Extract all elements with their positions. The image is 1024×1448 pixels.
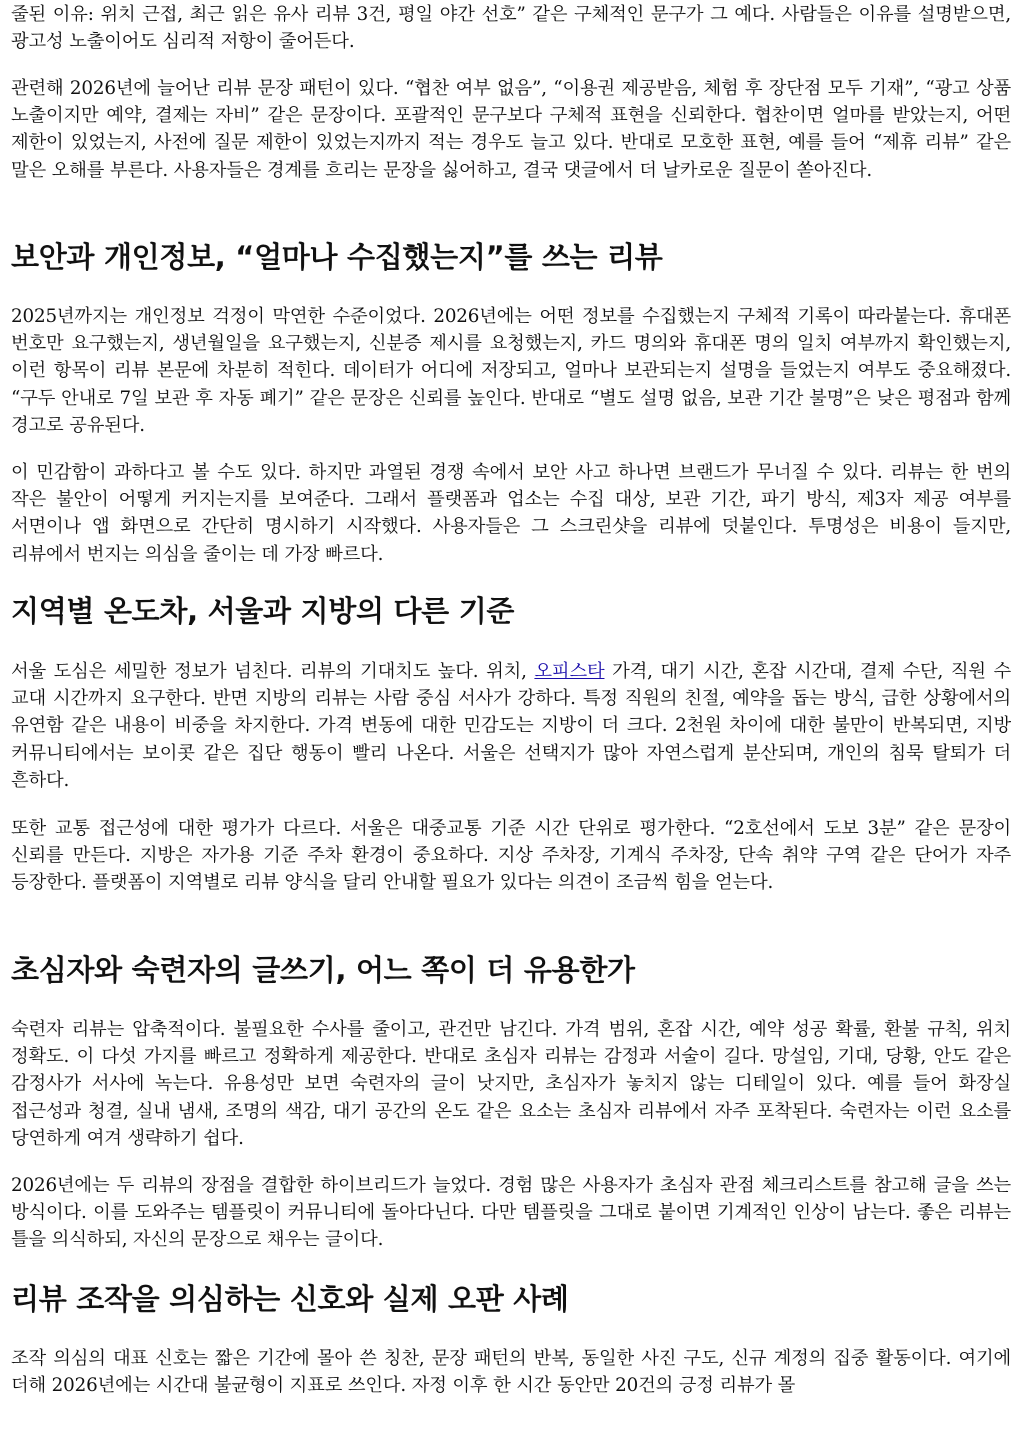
paragraph: 2026년에는 두 리뷰의 장점을 결합한 하이브리드가 늘었다. 경험 많은 사용자가 초심자 관점 체크리스트를 참고해 글을 쓰는 방식이다. 이를 도와주는 템플릿이 커뮤니티에 돌아다닌다. 다만 템플릿을 그대로 붙이면 기계적인 인상이 남는다. 좋은 리뷰는 틀을 의식하되, 자신의 문장으로 채우는 글이다. <box>11 1175 1011 1251</box>
section-heading-privacy: 보안과 개인정보, “얼마나 수집했는지”를 쓰는 리뷰 <box>11 240 663 274</box>
section-heading-manipulation: 리뷰 조작을 의심하는 신호와 실제 오판 사례 <box>11 1282 569 1316</box>
paragraph: 또한 교통 접근성에 대한 평가가 다르다. 서울은 대중교통 기준 시간 단위로 평가한다. “2호선에서 도보 3분” 같은 문장이 신뢰를 만든다. 지방은 자가용 기준 주차 환경이 중요하다. 지상 주차장, 기계식 주차장, 단속 취약 구역 같은 단어가 자주 등장한다. 플랫폼이 지역별로 리뷰 양식을 달리 안내할 필요가 있다는 의견이 조금씩 힘을 얻는다. <box>11 818 1011 894</box>
paragraph <box>11 658 1011 794</box>
paragraph: 이 민감함이 과하다고 볼 수도 있다. 하지만 과열된 경쟁 속에서 보안 사고 하나면 브랜드가 무너질 수 있다. 리뷰는 한 번의 작은 불안이 어떻게 커지는지를 보여준다. 그래서 플랫폼과 업소는 수집 대상, 보관 기간, 파기 방식, 제3자 제공 여부를 서면이나 앱 화면으로 간단히 명시하기 시작했다. 사용자들은 그 스크린샷을 리뷰에 덧붙인다. 투명성은 비용이 들지만, 리뷰에서 번지는 의심을 줄이는 데 가장 빠르다. <box>11 462 1011 565</box>
paragraph-text: 서울 도심은 세밀한 정보가 넘친다. 리뷰의 기대치도 높다. 위치, <box>11 661 535 682</box>
section-heading-writing: 초심자와 숙련자의 글쓰기, 어느 쪽이 더 유용한가 <box>11 953 635 987</box>
opista-link[interactable]: 오피스타 <box>534 661 605 682</box>
section-heading-regional: 지역별 온도차, 서울과 지방의 다른 기준 <box>11 594 515 628</box>
paragraph: 2025년까지는 개인정보 걱정이 막연한 수준이었다. 2026년에는 어떤 정보를 수집했는지 구체적 기록이 따라붙는다. 휴대폰 번호만 요구했는지, 생년월일을 요구했는지, 신분증 제시를 요청했는지, 카드 명의와 휴대폰 명의 일치 여부까지 확인했는지, 이런 항목이 리뷰 본문에 차분히 적힌다. 데이터가 어디에 저장되고, 얼마나 보관되는지 설명을 들었는지 여부도 중요해졌다. “구두 안내로 7일 보관 후 자동 폐기” 같은 문장은 신뢰를 높인다. 반대로 “별도 설명 없음, 보관 기간 불명”은 낮은 평점과 함께 경고로 공유된다. <box>11 306 1011 436</box>
paragraph-text: 가격, 대기 시간, 혼잡 시간대, 결제 수단, 직원 수 교대 시간까지 요구한다. 반면 지방의 리뷰는 사람 중심 서사가 강하다. 특정 직원의 친절, 예약을 돕는 방식, 급한 상황에서의 유연함 같은 내용이 비중을 차지한다. 가격 변동에 대한 민감도는 지방이 더 크다. 2천원 차이에 대한 불만이 반복되면, 지방 커뮤니티에서는 보이콧 같은 집단 행동이 빨리 나온다. 서울은 선택지가 많아 자연스럽게 분산되며, 개인의 침묵 탈퇴가 더 흔하다. <box>11 661 1011 791</box>
paragraph: 줄된 이유: 위치 근접, 최근 읽은 유사 리뷰 3건, 평일 야간 선호” 같은 구체적인 문구가 그 예다. 사람들은 이유를 설명받으면, 광고성 노출이어도 심리적 저항이 줄어든다. <box>11 4 1011 53</box>
paragraph: 숙련자 리뷰는 압축적이다. 불필요한 수사를 줄이고, 관건만 남긴다. 가격 범위, 혼잡 시간, 예약 성공 확률, 환불 규칙, 위치 정확도. 이 다섯 가지를 빠르고 정확하게 제공한다. 반대로 초심자 리뷰는 감정과 서술이 길다. 망설임, 기대, 당황, 안도 같은 감정사가 서사에 녹는다. 유용성만 보면 숙련자의 글이 낫지만, 초심자가 놓치지 않는 디테일이 있다. 예를 들어 화장실 접근성과 청결, 실내 냄새, 조명의 색감, 대기 공간의 온도 같은 요소는 초심자 리뷰에서 자주 포착된다. 숙련자는 이런 요소를 당연하게 여겨 생략하기 쉽다. <box>11 1019 1011 1149</box>
paragraph: 조작 의심의 대표 신호는 짧은 기간에 몰아 쓴 칭찬, 문장 패턴의 반복, 동일한 사진 구도, 신규 계정의 집중 활동이다. 여기에 더해 2026년에는 시간대 불균형이 지표로 쓰인다. 자정 이후 한 시간 동안만 20건의 긍정 리뷰가 몰 <box>11 1348 1011 1397</box>
paragraph: 관련해 2026년에 늘어난 리뷰 문장 패턴이 있다. “협찬 여부 없음”, “이용권 제공받음, 체험 후 장단점 모두 기재”, “광고 상품 노출이지만 예약, 결제는 자비” 같은 문장이다. 포괄적인 문구보다 구체적 표현을 신뢰한다. 협찬이면 얼마를 받았는지, 어떤 제한이 있었는지, 사전에 질문 제한이 있었는지까지 적는 경우도 늘고 있다. 반대로 모호한 표현, 예를 들어 “제휴 리뷰” 같은 말은 오해를 부른다. 사용자들은 경계를 흐리는 문장을 싫어하고, 결국 댓글에서 더 날카로운 질문이 쏟아진다. <box>11 78 1011 181</box>
